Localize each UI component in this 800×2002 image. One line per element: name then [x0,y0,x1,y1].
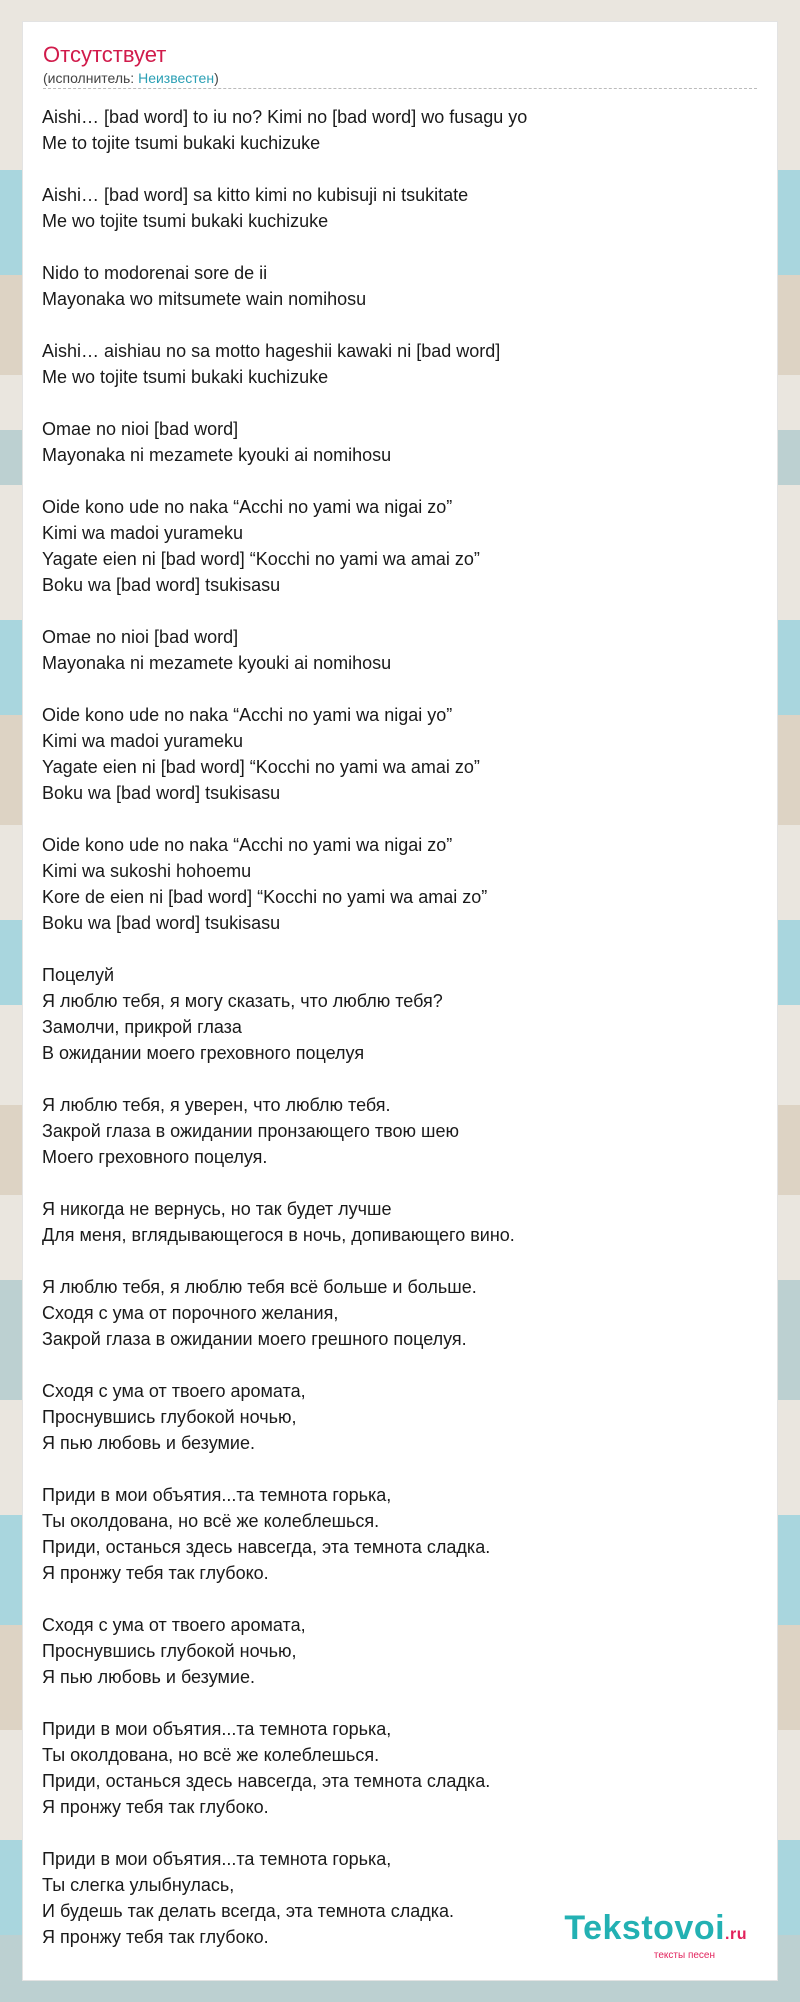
lyric-line: Oide kono ude no naka “Acchi no yami wa nigai zo” [42,835,453,855]
lyric-line: Mayonaka ni mezamete kyouki ai nomihosu [42,445,392,465]
stanza-gap [42,1248,762,1274]
lyric-line: Yagate eien ni [bad word] “Kocchi no yami wa amai zo” [42,757,480,777]
lyric-line: Приди в мои объятия...та темнота горька, [42,1849,392,1869]
lyric-line: Omae no nioi [bad word] [42,627,239,647]
lyric-line: Проснувшись глубокой ночью, [42,1407,297,1427]
lyric-line: Приди в мои объятия...та темнота горька, [42,1719,392,1739]
stanza-gap [42,1690,762,1716]
lyric-line: Закрой глаза в ожидании моего грешного поцелуя. [42,1329,467,1349]
lyric-line: Ты околдована, но всё же колеблешься. [42,1745,380,1765]
lyric-line: Я никогда не вернусь, но так будет лучше [42,1199,392,1219]
lyric-line: Сходя с ума от порочного желания, [42,1303,339,1323]
lyric-line: Проснувшись глубокой ночью, [42,1641,297,1661]
stanza-gap [42,234,762,260]
lyric-line: Я пронжу тебя так глубоко. [42,1927,269,1947]
lyric-line: Ты околдована, но всё же колеблешься. [42,1511,380,1531]
lyric-line: В ожидании моего греховного поцелуя [42,1043,365,1063]
lyric-line: Я пронжу тебя так глубоко. [42,1797,269,1817]
stanza-gap [42,598,762,624]
lyrics-card [23,22,777,1980]
lyric-line: Я люблю тебя, я уверен, что люблю тебя. [42,1095,391,1115]
song-title: Отсутствует [43,42,167,67]
logo-wordmark [564,1910,747,1953]
header-divider [43,88,757,89]
lyric-line: Сходя с ума от твоего аромата, [42,1615,306,1635]
lyric-line: Me to tojite tsumi bukaki kuchizuke [42,133,321,153]
stanza-gap [42,1820,762,1846]
lyric-line: Я люблю тебя, я могу сказать, что люблю тебя? [42,991,443,1011]
lyric-line: Ты слегка улыбнулась, [42,1875,235,1895]
lyric-line: Oide kono ude no naka “Acchi no yami wa nigai zo” [42,497,453,517]
stanza-gap [42,676,762,702]
lyric-line: Kore de eien ni [bad word] “Kocchi no yami wa amai zo” [42,887,488,907]
lyric-line: Сходя с ума от твоего аромата, [42,1381,306,1401]
stanza-gap [42,936,762,962]
song-header [43,42,757,89]
lyric-line: Yagate eien ni [bad word] “Kocchi no yami wa amai zo” [42,549,480,569]
stanza-gap [42,1352,762,1378]
lyric-line: Mayonaka ni mezamete kyouki ai nomihosu [42,653,392,673]
lyric-line: Boku wa [bad word] tsukisasu [42,913,281,933]
lyric-line: Я пью любовь и безумие. [42,1433,255,1453]
lyrics-text [42,104,762,1950]
lyric-line: Я люблю тебя, я люблю тебя всё больше и больше. [42,1277,477,1297]
lyric-line: Приди, останься здесь навсегда, эта темнота сладка. [42,1771,491,1791]
stanza-gap [42,806,762,832]
artist-prefix: (исполнитель: [43,70,139,86]
lyric-line: Поцелуй [42,965,115,985]
lyric-line: Приди в мои объятия...та темнота горька, [42,1485,392,1505]
logo-name: Tekstovoi [564,1909,726,1947]
lyric-line: И будешь так делать всегда, эта темнота сладка. [42,1901,454,1921]
lyric-line: Boku wa [bad word] tsukisasu [42,575,281,595]
lyric-line: Me wo tojite tsumi bukaki kuchizuke [42,367,329,387]
lyric-line: Boku wa [bad word] tsukisasu [42,783,281,803]
artist-suffix: ) [214,70,219,86]
stanza-gap [42,468,762,494]
stanza-gap [42,390,762,416]
lyric-line: Приди, останься здесь навсегда, эта темнота сладка. [42,1537,491,1557]
stanza-gap [42,1170,762,1196]
lyric-line: Я пронжу тебя так глубоко. [42,1563,269,1583]
lyric-line: Omae no nioi [bad word] [42,419,239,439]
lyric-line: Aishi… [bad word] sa kitto kimi no kubisuji ni tsukitate [42,185,469,205]
stanza-gap [42,1456,762,1482]
lyric-line: Me wo tojite tsumi bukaki kuchizuke [42,211,329,231]
lyric-line: Для меня, вглядывающегося в ночь, допивающего вино. [42,1225,515,1245]
site-logo[interactable] [564,1910,747,1962]
lyric-line: Nido to modorenai sore de ii [42,263,268,283]
lyric-line: Oide kono ude no naka “Acchi no yami wa nigai yo” [42,705,453,725]
lyric-line: Я пью любовь и безумие. [42,1667,255,1687]
artist-link[interactable]: Неизвестен [138,70,215,86]
lyric-line: Aishi… [bad word] to iu no? Kimi no [bad word] wo fusagu yo [42,107,528,127]
lyric-line: Kimi wa madoi yurameku [42,523,244,543]
lyric-line: Kimi wa madoi yurameku [42,731,244,751]
artist-line [43,70,757,86]
stanza-gap [42,1586,762,1612]
logo-tld: .ru [725,1926,747,1943]
lyric-line: Моего греховного поцелуя. [42,1147,268,1167]
lyric-line: Aishi… aishiau no sa motto hageshii kawaki ni [bad word] [42,341,501,361]
logo-tagline: тексты песен [653,1950,715,1961]
stanza-gap [42,1066,762,1092]
lyric-line: Kimi wa sukoshi hohoemu [42,861,252,881]
lyric-line: Замолчи, прикрой глаза [42,1017,242,1037]
lyric-line: Mayonaka wo mitsumete wain nomihosu [42,289,367,309]
stanza-gap [42,156,762,182]
stanza-gap [42,312,762,338]
lyric-line: Закрой глаза в ожидании пронзающего твою шею [42,1121,459,1141]
